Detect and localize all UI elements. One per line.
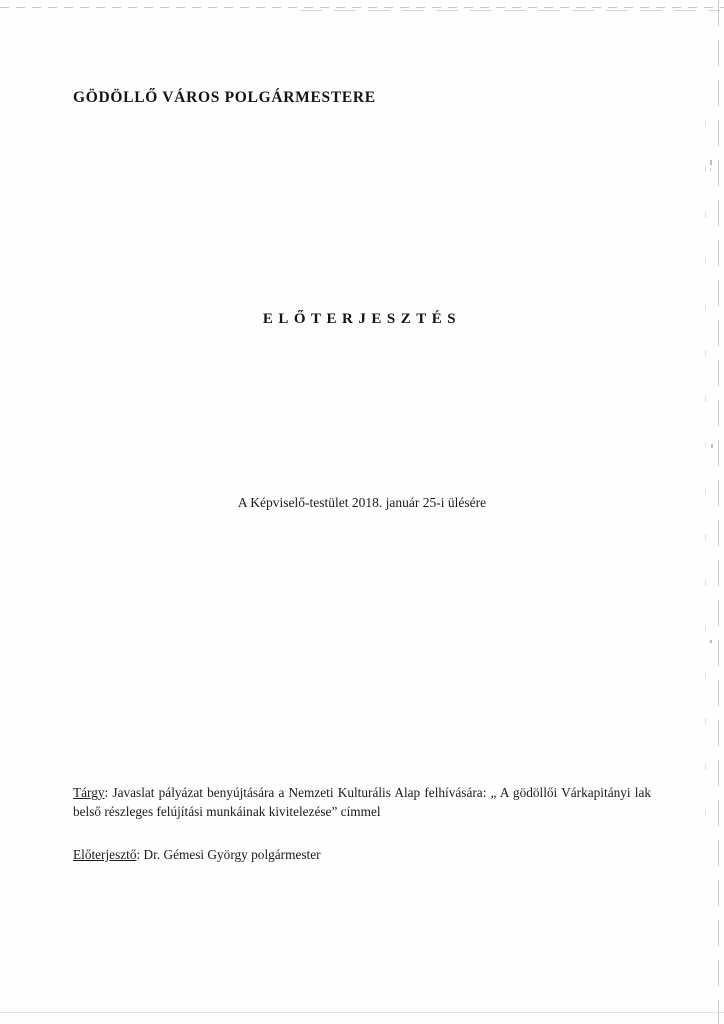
scan-speck	[710, 160, 712, 165]
scan-speck	[711, 444, 713, 448]
scan-edge-right-seam-secondary	[705, 120, 706, 820]
presenter-separator: :	[136, 847, 144, 862]
subject-text: Javaslat pályázat benyújtására a Nemzeti Kulturális Alap felhívására: „ A gödöllői Várkapitányi lak belső részleges felújítási munkáinak kivitelezése” címmel	[73, 785, 651, 819]
scan-speck	[710, 640, 712, 643]
presenter-text: Dr. Gémesi György polgármester	[143, 847, 321, 862]
subject-label: Tárgy	[73, 785, 105, 800]
presenter-block	[73, 845, 651, 864]
scan-edge-bottom-line	[0, 1012, 724, 1013]
scan-edge-top-line	[0, 7, 724, 8]
scan-edge-right-seam	[718, 0, 719, 1024]
page-title: GÖDÖLLŐ VÁROS POLGÁRMESTERE	[73, 89, 376, 106]
subject-block	[73, 783, 651, 821]
scan-edge-top-line-secondary	[300, 10, 720, 11]
scan-speck	[710, 168, 711, 171]
document-type-heading: ELŐTERJESZTÉS	[262, 311, 462, 327]
presenter-label: Előterjesztő	[73, 847, 137, 862]
session-subtitle: A Képviselő-testület 2018. január 25-i ülésére	[237, 495, 487, 510]
subject-separator: :	[104, 785, 113, 800]
